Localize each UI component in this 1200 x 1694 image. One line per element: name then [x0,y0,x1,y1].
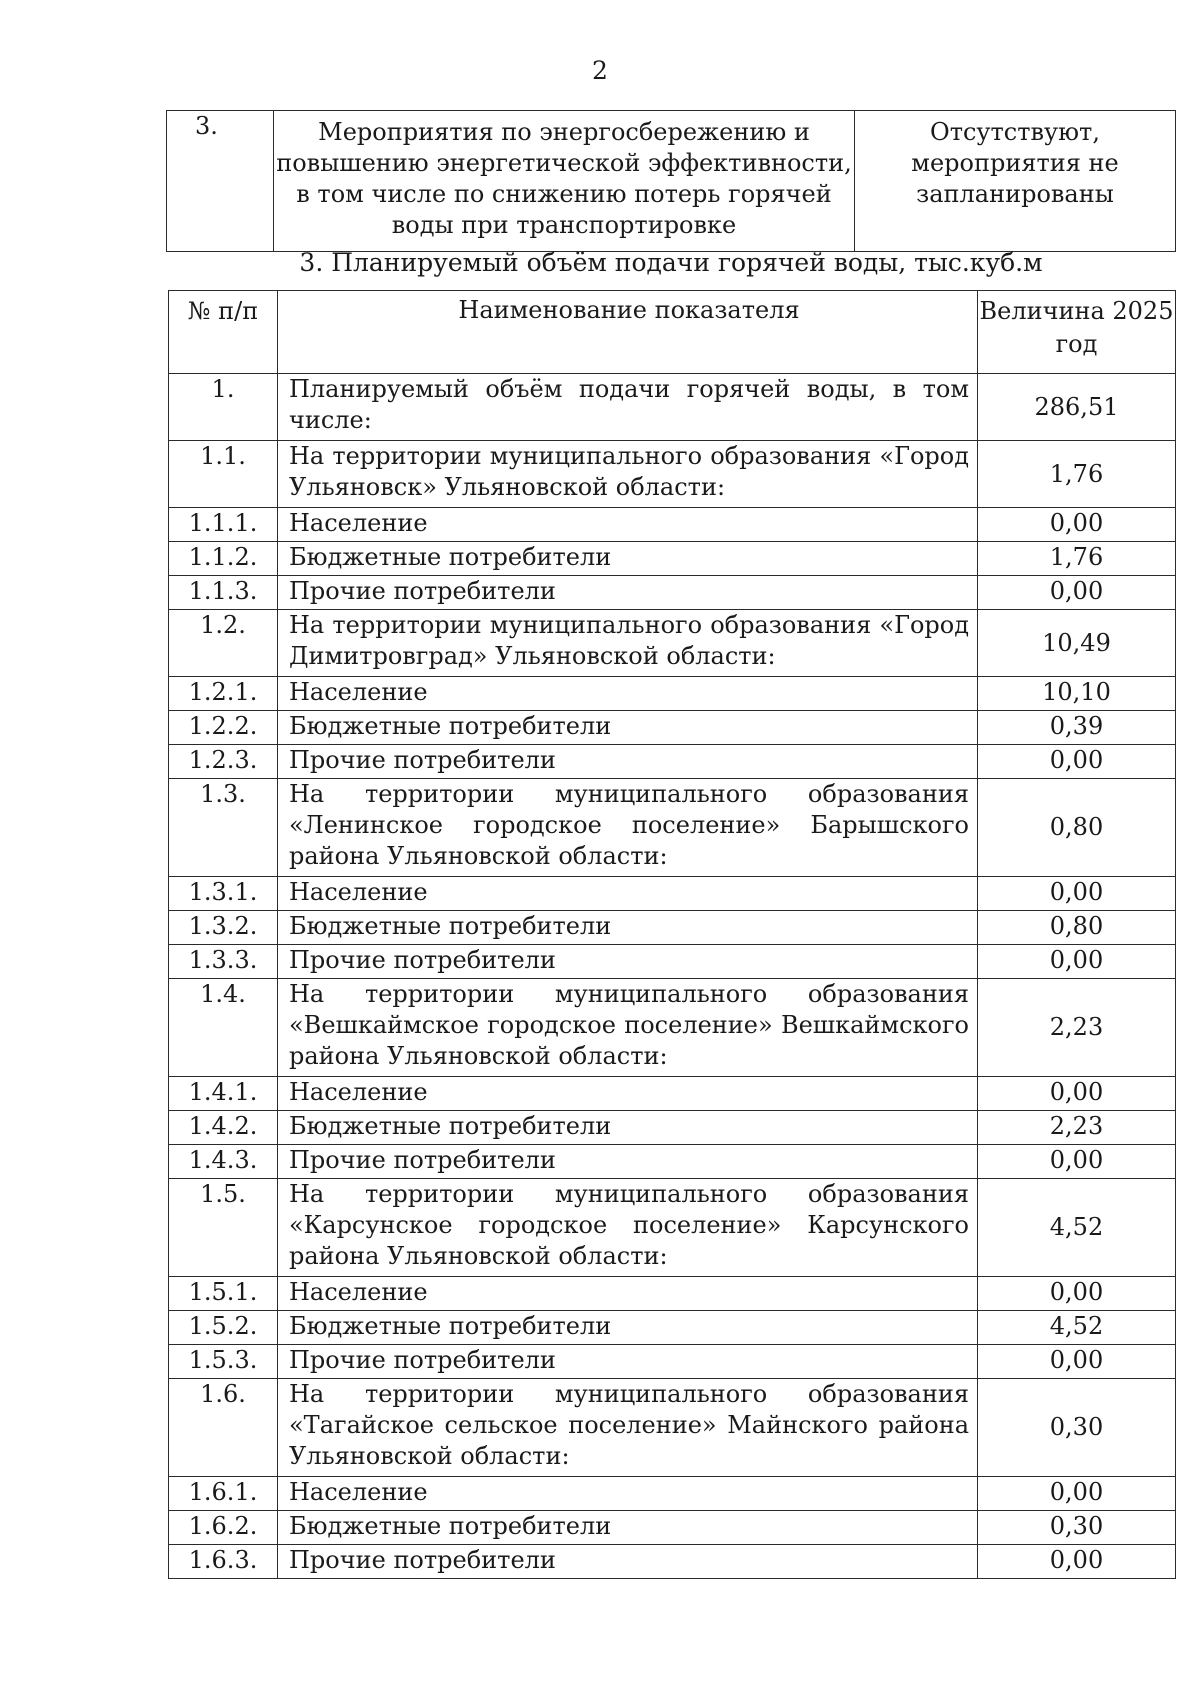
table-row [169,1179,1176,1277]
table-row [169,1379,1176,1477]
indicator-value: 0,00 [978,508,1176,542]
row-number: 1.5.1. [169,1277,278,1311]
row-number: 1.3. [169,779,278,877]
row-number: 1.1.3. [169,576,278,610]
table-row [169,542,1176,576]
indicator-value: 0,00 [978,1277,1176,1311]
indicator-value: 286,51 [978,374,1176,441]
table-row [169,945,1176,979]
indicator-name: На территории муниципального образования «Вешкаймское городское поселение» Вешкаймского района Ульяновской области: [278,979,978,1077]
indicator-value: 2,23 [978,979,1176,1077]
section-title: 3. Планируемый объём подачи горячей воды, тыс.куб.м [299,248,1043,277]
indicator-name: Прочие потребители [278,1145,978,1179]
table-row [169,508,1176,542]
indicator-name: Население [278,1077,978,1111]
indicator-value: 0,30 [978,1511,1176,1545]
table-row [169,441,1176,508]
indicator-name: Население [278,508,978,542]
indicator-name: Планируемый объём подачи горячей воды, в том числе: [278,374,978,441]
volume-table [168,290,1176,1579]
indicator-value: 0,00 [978,877,1176,911]
indicator-value: 1,76 [978,542,1176,576]
table-row [169,374,1176,441]
table-row [169,1477,1176,1511]
table-header-row [169,291,1176,374]
indicator-name: Бюджетные потребители [278,1311,978,1345]
indicator-name: Бюджетные потребители [278,542,978,576]
indicator-name: Прочие потребители [278,1345,978,1379]
indicator-value: 0,39 [978,711,1176,745]
indicator-value: 0,00 [978,576,1176,610]
indicator-value: 0,00 [978,745,1176,779]
indicator-name: Прочие потребители [278,945,978,979]
indicator-name: На территории муниципального образования «Город Ульяновск» Ульяновской области: [278,441,978,508]
indicator-name: Бюджетные потребители [278,1511,978,1545]
table-row [169,911,1176,945]
indicator-name: На территории муниципального образования «Карсунское городское поселение» Карсунского района Ульяновской области: [278,1179,978,1277]
header-name: Наименование показателя [278,291,978,374]
row-number: 1.5.3. [169,1345,278,1379]
row-number: 1.1. [169,441,278,508]
indicator-value: 10,10 [978,677,1176,711]
header-number: № п/п [169,291,278,374]
row-number: 1.6.3. [169,1545,278,1579]
indicator-value: 0,00 [978,1545,1176,1579]
indicator-value: 4,52 [978,1179,1176,1277]
table-row [169,610,1176,677]
indicator-value: 1,76 [978,441,1176,508]
indicator-value: 0,00 [978,1477,1176,1511]
table-row [169,779,1176,877]
table-row [169,1077,1176,1111]
indicator-name: Бюджетные потребители [278,911,978,945]
measure-name: Мероприятия по энергосбережению и повышению энергетической эффективности, в том числе по снижению потерь горячей воды при транспортировке [274,111,855,252]
table-row [169,745,1176,779]
indicator-name: На территории муниципального образования «Ленинское городское поселение» Барышского района Ульяновской области: [278,779,978,877]
table-row [169,1277,1176,1311]
table-row [169,1145,1176,1179]
indicator-name: Население [278,677,978,711]
indicator-name: Население [278,1477,978,1511]
row-number: 1.4.2. [169,1111,278,1145]
table-row [169,1345,1176,1379]
row-number: 3. [167,111,274,252]
row-number: 1.1.2. [169,542,278,576]
indicator-value: 0,00 [978,1145,1176,1179]
row-number: 1.4.3. [169,1145,278,1179]
indicator-value: 0,00 [978,1077,1176,1111]
row-number: 1.1.1. [169,508,278,542]
table-row [169,1111,1176,1145]
row-number: 1.2.1. [169,677,278,711]
indicator-value: 0,80 [978,911,1176,945]
indicator-name: Бюджетные потребители [278,1111,978,1145]
indicator-name: Прочие потребители [278,1545,978,1579]
measure-status: Отсутствуют, мероприятия не запланированы [855,111,1176,252]
row-number: 1.2. [169,610,278,677]
table-row [169,1511,1176,1545]
row-number: 1.2.3. [169,745,278,779]
indicator-value: 4,52 [978,1311,1176,1345]
indicator-name: Население [278,1277,978,1311]
indicator-value: 0,80 [978,779,1176,877]
row-number: 1.3.1. [169,877,278,911]
indicator-name: Прочие потребители [278,745,978,779]
table-row [169,1311,1176,1345]
header-value: Величина 2025 год [978,291,1176,374]
row-number: 1.4. [169,979,278,1077]
table-row [169,1545,1176,1579]
table-row [167,111,1176,252]
page-number: 2 [592,56,608,85]
row-number: 1.6.2. [169,1511,278,1545]
row-number: 1.4.1. [169,1077,278,1111]
row-number: 1.5. [169,1179,278,1277]
row-number: 1.6. [169,1379,278,1477]
row-number: 1.3.2. [169,911,278,945]
indicator-value: 0,00 [978,1345,1176,1379]
indicator-name: На территории муниципального образования «Город Димитровград» Ульяновской области: [278,610,978,677]
table-row [169,677,1176,711]
table-row [169,711,1176,745]
indicator-name: Прочие потребители [278,576,978,610]
indicator-value: 0,30 [978,1379,1176,1477]
row-number: 1.3.3. [169,945,278,979]
indicator-value: 0,00 [978,945,1176,979]
indicator-value: 2,23 [978,1111,1176,1145]
indicator-name: Бюджетные потребители [278,711,978,745]
row-number: 1.5.2. [169,1311,278,1345]
indicator-name: Население [278,877,978,911]
row-number: 1. [169,374,278,441]
indicator-value: 10,49 [978,610,1176,677]
table-row [169,877,1176,911]
row-number: 1.2.2. [169,711,278,745]
table-row [169,576,1176,610]
table-row [169,979,1176,1077]
measures-table [166,110,1176,252]
row-number: 1.6.1. [169,1477,278,1511]
indicator-name: На территории муниципального образования «Тагайское сельское поселение» Майнского района Ульяновской области: [278,1379,978,1477]
